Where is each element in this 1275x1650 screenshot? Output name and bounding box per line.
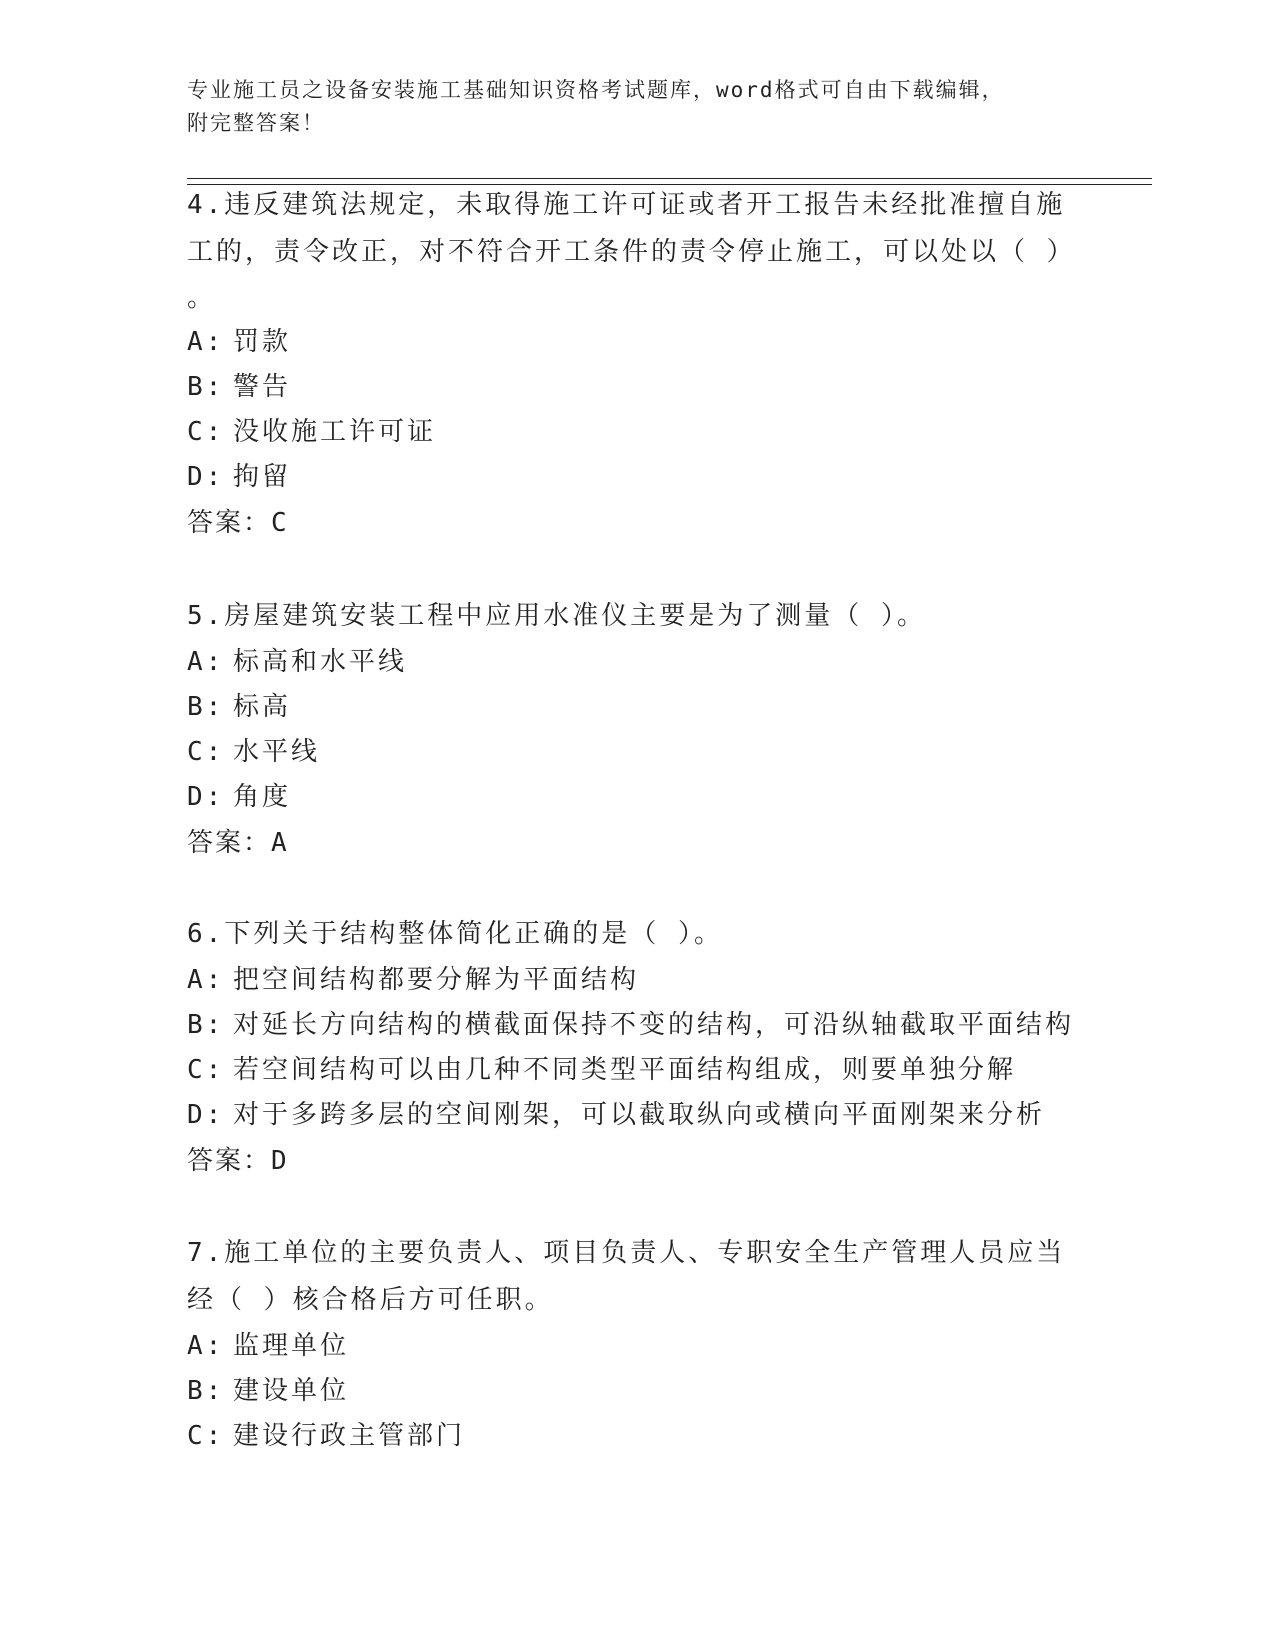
option-letter: D: (187, 462, 225, 492)
option-letter: C: (187, 737, 225, 767)
header-line-2: 附完整答案！ (187, 111, 325, 135)
option-c (187, 1414, 1087, 1459)
option-b (187, 685, 1087, 730)
option-c (187, 730, 1087, 775)
question-7 (187, 1230, 1087, 1459)
option-text: 标高 (233, 692, 292, 722)
option-text: 对延长方向结构的横截面保持不变的结构，可沿纵轴截取平面结构 (233, 1010, 1075, 1040)
option-a (187, 640, 1087, 685)
option-text: 建设单位 (233, 1376, 350, 1406)
option-letter: A: (187, 327, 225, 357)
question-stem-line: 。 (187, 283, 217, 313)
option-letter: B: (187, 372, 225, 402)
question-5 (187, 593, 1087, 867)
option-text: 水平线 (233, 737, 321, 767)
option-d (187, 775, 1087, 820)
answer-label: 答案： (187, 1146, 272, 1176)
option-b (187, 1003, 1087, 1048)
answer-label: 答案： (187, 828, 272, 858)
header-line-1: 专业施工员之设备安装施工基础知识资格考试题库，word格式可自由下载编辑， (187, 78, 1005, 102)
option-a (187, 958, 1087, 1003)
question-4 (187, 182, 1087, 547)
option-text: 若空间结构可以由几种不同类型平面结构组成，则要单独分解 (233, 1055, 1017, 1085)
option-letter: B: (187, 1010, 225, 1040)
option-text: 把空间结构都要分解为平面结构 (233, 965, 640, 995)
option-text: 标高和水平线 (233, 647, 408, 677)
question-6 (187, 911, 1087, 1185)
option-letter: B: (187, 1376, 225, 1406)
option-letter: C: (187, 417, 225, 447)
option-letter: A: (187, 1331, 225, 1361)
option-letter: B: (187, 692, 225, 722)
answer-line (187, 1138, 1087, 1185)
option-letter: C: (187, 1421, 225, 1451)
answer-value: C (271, 508, 289, 538)
option-letter: A: (187, 647, 225, 677)
question-stem-line: 经（ ）核合格后方可任职。 (187, 1285, 554, 1315)
option-d (187, 455, 1087, 500)
option-letter: D: (187, 1100, 225, 1130)
option-text: 监理单位 (233, 1331, 350, 1361)
option-letter: D: (187, 782, 225, 812)
option-text: 拘留 (233, 462, 292, 492)
question-stem-line: 6.下列关于结构整体简化正确的是（ ）。 (187, 919, 723, 949)
document-header (187, 74, 1067, 140)
option-d (187, 1093, 1087, 1138)
option-a (187, 1324, 1087, 1369)
answer-label: 答案： (187, 508, 272, 538)
option-letter: A: (187, 965, 225, 995)
question-stem-line: 7.施工单位的主要负责人、项目负责人、专职安全生产管理人员应当 (187, 1238, 1066, 1268)
answer-value: A (271, 828, 289, 858)
option-text: 没收施工许可证 (233, 417, 437, 447)
option-text: 对于多跨多层的空间刚架，可以截取纵向或横向平面刚架来分析 (233, 1100, 1046, 1130)
option-c (187, 1048, 1087, 1093)
answer-line (187, 820, 1087, 867)
option-c (187, 410, 1087, 455)
option-text: 建设行政主管部门 (233, 1421, 466, 1451)
option-text: 角度 (233, 782, 292, 812)
question-stem-line: 5.房屋建筑安装工程中应用水准仪主要是为了测量（ ）。 (187, 601, 926, 631)
question-stem-line: 4.违反建筑法规定，未取得施工许可证或者开工报告未经批准擅自施 (187, 190, 1066, 220)
option-letter: C: (187, 1055, 225, 1085)
answer-value: D (271, 1146, 289, 1176)
option-b (187, 365, 1087, 410)
option-text: 罚款 (233, 327, 292, 357)
option-b (187, 1369, 1087, 1414)
option-text: 警告 (233, 372, 292, 402)
answer-line (187, 500, 1087, 547)
option-a (187, 320, 1087, 365)
question-stem-line: 工的，责令改正，对不符合开工条件的责令停止施工，可以处以（ ） (187, 237, 1076, 267)
